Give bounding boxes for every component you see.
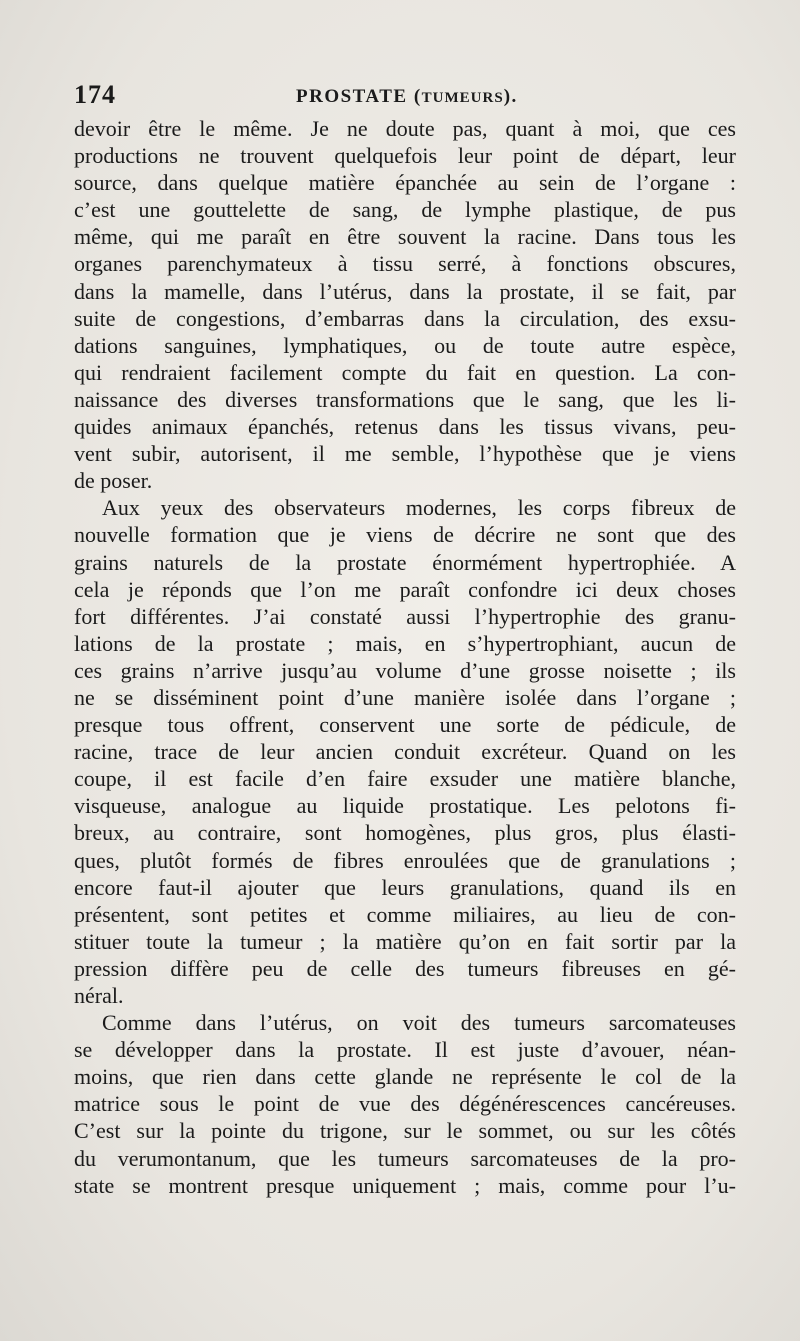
text-line: du verumontanum, que les tumeurs sarcomateuses de la pro- — [74, 1145, 736, 1171]
text-line: coupe, il est facile d’en faire exsuder une matière blanche, — [74, 766, 736, 792]
text-line: grains naturels de la prostate énormément hypertrophiée. A — [74, 549, 736, 575]
text-line: cela je réponds que l’on me paraît confondre ici deux choses — [74, 576, 736, 602]
text-line: C’est sur la pointe du trigone, sur le sommet, ou sur les côtés — [74, 1118, 736, 1144]
text-line: de poser. — [74, 468, 153, 494]
text-line: Aux yeux des observateurs modernes, les corps fibreux de — [102, 495, 736, 521]
text-line: néral. — [74, 983, 124, 1008]
text-line: state se montrent presque uniquement ; mais, comme pour l’u- — [74, 1172, 736, 1198]
text-line: ne se disséminent point d’une manière isolée dans l’organe ; — [74, 684, 736, 710]
text-line: vent subir, autorisent, il me semble, l’hypothèse que je viens — [74, 441, 736, 467]
running-head-sub: TUMEURS — [421, 90, 504, 106]
text-line: suite de congestions, d’embarras dans la circulation, des exsu- — [74, 305, 736, 331]
text-line: matrice sous le point de vue des dégénérescences cancéreuses. — [74, 1091, 736, 1117]
text-line: même, qui me paraît en être souvent la racine. Dans tous les — [74, 224, 736, 250]
page-number: 174 — [74, 80, 116, 109]
text-line: visqueuse, analogue au liquide prostatique. Les pelotons fi- — [74, 793, 736, 819]
text-line: devoir être le même. Je ne doute pas, quant à moi, que ces — [74, 116, 736, 141]
text-line: racine, trace de leur ancien conduit excréteur. Quand on les — [74, 739, 736, 765]
text-line: ques, plutôt formés de fibres enroulées que de granulations ; — [74, 847, 736, 873]
text-line: qui rendraient facilement compte du fait en question. La con- — [74, 359, 736, 385]
text-line: source, dans quelque matière épanchée au sein de l’organe : — [74, 170, 736, 196]
text-line: se développer dans la prostate. Il est juste d’avouer, néan- — [74, 1037, 736, 1063]
text-line: lations de la prostate ; mais, en s’hypertrophiant, aucun de — [74, 630, 736, 656]
text-line: quides animaux épanchés, retenus dans les tissus vivans, peu- — [74, 414, 736, 440]
text-line: encore faut-il ajouter que leurs granulations, quand ils en — [74, 874, 736, 900]
text-line: Comme dans l’utérus, on voit des tumeurs sarcomateuses — [102, 1010, 736, 1036]
body-text — [74, 115, 736, 1199]
running-head-end: ). — [503, 86, 518, 107]
text-line: ces grains n’arrive jusqu’au volume d’une grosse noisette ; ils — [74, 657, 736, 683]
text-line: breux, au contraire, sont homogènes, plus gros, plus élasti- — [74, 820, 736, 846]
text-line: stituer toute la tumeur ; la matière qu’on en fait sortir par la — [74, 928, 736, 954]
text-line: presque tous offrent, conservent une sorte de pédicule, de — [74, 712, 736, 738]
running-head — [296, 86, 518, 108]
text-line: dations sanguines, lymphatiques, ou de toute autre espèce, — [74, 332, 736, 358]
text-line: pression diffère peu de celle des tumeurs fibreuses en gé- — [74, 955, 736, 981]
text-line: organes parenchymateux à tissu serré, à fonctions obscures, — [74, 251, 736, 277]
text-line: c’est une gouttelette de sang, de lymphe plastique, de pus — [74, 197, 736, 223]
text-line: présentent, sont petites et comme miliaires, au lieu de con- — [74, 901, 736, 927]
running-head-main: PROSTATE ( — [296, 86, 422, 107]
text-line: naissance des diverses transformations que le sang, que les li- — [74, 386, 736, 412]
text-line: productions ne trouvent quelquefois leur point de départ, leur — [74, 143, 736, 169]
text-line: fort différentes. J’ai constaté aussi l’hypertrophie des granu- — [74, 603, 736, 629]
text-line: dans la mamelle, dans l’utérus, dans la prostate, il se fait, par — [74, 278, 736, 304]
page-header — [74, 80, 736, 116]
text-line: nouvelle formation que je viens de décrire ne sont que des — [74, 522, 736, 548]
text-line: moins, que rien dans cette glande ne représente le col de la — [74, 1064, 736, 1090]
